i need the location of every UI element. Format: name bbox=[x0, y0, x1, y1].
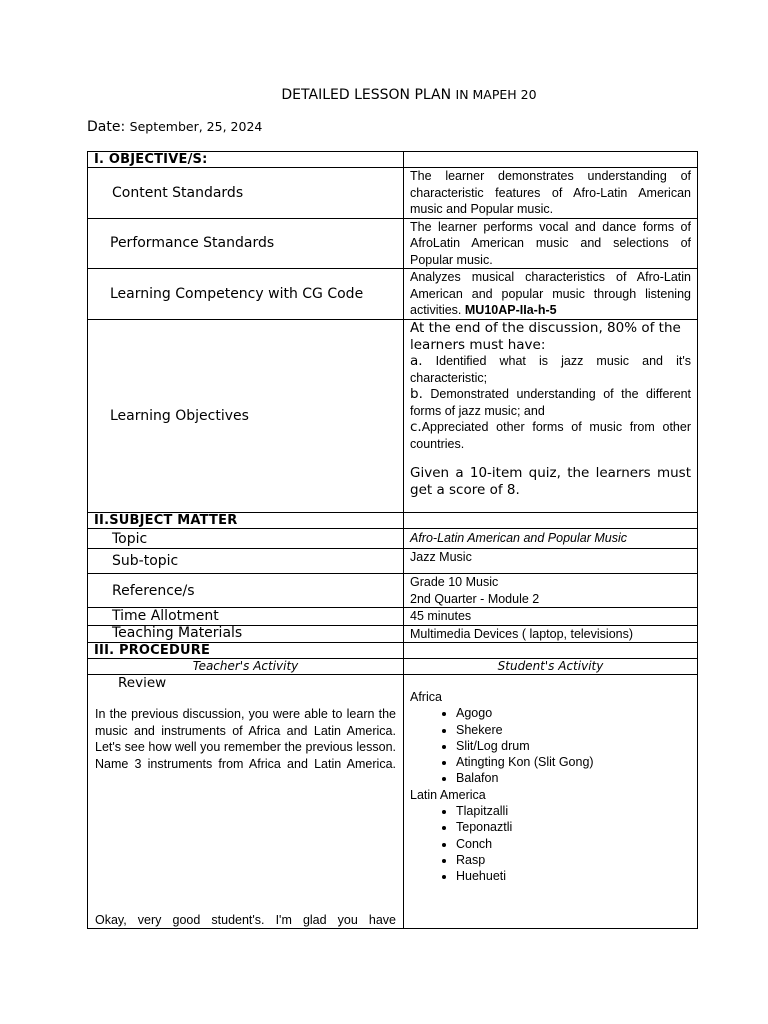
subtopic-value: Jazz Music bbox=[404, 549, 698, 574]
date-label: Date: bbox=[87, 119, 126, 135]
review-row bbox=[88, 675, 698, 929]
time-row bbox=[88, 608, 698, 626]
date-line bbox=[87, 119, 262, 135]
empty-cell bbox=[404, 643, 698, 659]
topic-value: Afro-Latin American and Popular Music bbox=[404, 529, 698, 549]
reference-cell bbox=[404, 574, 698, 608]
subtopic-label: Sub-topic bbox=[88, 549, 404, 574]
activity-header-row bbox=[88, 659, 698, 675]
student-activity-header: Student's Activity bbox=[404, 659, 698, 675]
reference-line-2: 2nd Quarter - Module 2 bbox=[410, 591, 540, 606]
list-item: • Shekere bbox=[456, 722, 691, 738]
learning-objectives-label: Learning Objectives bbox=[88, 320, 404, 513]
list-item: • Conch bbox=[456, 836, 691, 852]
topic-label: Topic bbox=[88, 529, 404, 549]
subtopic-row bbox=[88, 549, 698, 574]
reference-line-1: Grade 10 Music bbox=[410, 575, 499, 589]
reference-row bbox=[88, 574, 698, 608]
document-title bbox=[0, 87, 768, 103]
title-main: DETAILED LESSON PLAN bbox=[281, 87, 452, 103]
objectives-section-label: I. OBJECTIVE/S: bbox=[88, 152, 404, 168]
title-subject: IN MAPEH 20 bbox=[455, 87, 537, 102]
teacher-activity-cell bbox=[88, 675, 404, 929]
student-activity-cell bbox=[404, 675, 698, 929]
competency-code: MU10AP-IIa-h-5 bbox=[464, 303, 557, 318]
procedure-header-row bbox=[88, 643, 698, 659]
competency-cell bbox=[404, 269, 698, 320]
list-item: • Balafon bbox=[456, 770, 691, 786]
list-item: • Rasp bbox=[456, 852, 691, 868]
materials-value: Multimedia Devices ( laptop, televisions) bbox=[404, 625, 698, 643]
reference-label: Reference/s bbox=[88, 574, 404, 608]
objective-c: c.Appreciated other forms of music from other countries. bbox=[410, 419, 691, 451]
africa-label: Africa bbox=[410, 690, 442, 704]
time-label: Time Allotment bbox=[88, 608, 404, 626]
teacher-activity-header: Teacher's Activity bbox=[88, 659, 404, 675]
competency-row bbox=[88, 269, 698, 320]
topic-row bbox=[88, 529, 698, 549]
list-item: • Teponaztli bbox=[456, 819, 691, 835]
review-label: Review bbox=[118, 675, 167, 691]
lesson-plan-table bbox=[87, 151, 698, 929]
procedure-section-label: III. PROCEDURE bbox=[88, 643, 404, 659]
empty-cell bbox=[404, 513, 698, 529]
time-value: 45 minutes bbox=[404, 608, 698, 626]
latin-america-label: Latin America bbox=[410, 787, 486, 802]
africa-instrument-list bbox=[410, 705, 691, 786]
quiz-requirement: Given a 10-item quiz, the learners must get a score of 8. bbox=[410, 465, 691, 498]
content-standards-text: The learner demonstrates understanding of characteristic features of Afro-Latin American music and Popular music. bbox=[404, 168, 698, 219]
closing-paragraph: Okay, very good student's. I'm glad you have bbox=[95, 913, 396, 927]
content-standards-row bbox=[88, 168, 698, 219]
materials-row bbox=[88, 625, 698, 643]
latin-instrument-list bbox=[410, 803, 691, 884]
list-item: • Slit/Log drum bbox=[456, 738, 691, 754]
subject-matter-header-row bbox=[88, 513, 698, 529]
performance-standards-label: Performance Standards bbox=[88, 218, 404, 269]
date-value: September, 25, 2024 bbox=[129, 119, 263, 134]
list-item: • Huehueti bbox=[456, 868, 691, 884]
performance-standards-text: The learner performs vocal and dance forms of AfroLatin American music and selections of Popular music. bbox=[404, 218, 698, 269]
performance-standards-row bbox=[88, 218, 698, 269]
objective-b: b. Demonstrated understanding of the different forms of jazz music; and bbox=[410, 386, 691, 418]
materials-label: Teaching Materials bbox=[88, 625, 404, 643]
learning-objectives-cell bbox=[404, 320, 698, 513]
list-item: • Agogo bbox=[456, 705, 691, 721]
list-item: • Atingting Kon (Slit Gong) bbox=[456, 754, 691, 770]
list-item: • Tlapitzalli bbox=[456, 803, 691, 819]
competency-label: Learning Competency with CG Code bbox=[88, 269, 404, 320]
review-paragraph: In the previous discussion, you were able to learn the music and instruments of Africa and Latin America. Let's see how well you remember the previous lesson. Name 3 instruments from Africa and Latin America. bbox=[95, 707, 396, 771]
objective-a: a. Identified what is jazz music and it's characteristic; bbox=[410, 353, 691, 385]
subject-matter-section-label: II.SUBJECT MATTER bbox=[88, 513, 404, 529]
objectives-intro: At the end of the discussion, 80% of the learners must have: bbox=[410, 320, 681, 353]
content-standards-label: Content Standards bbox=[88, 168, 404, 219]
competency-text: Analyzes musical characteristics of Afro-Latin American and popular music through listening activities. bbox=[410, 270, 691, 318]
learning-objectives-row bbox=[88, 320, 698, 513]
objectives-header-row bbox=[88, 152, 698, 168]
empty-cell bbox=[404, 152, 698, 168]
